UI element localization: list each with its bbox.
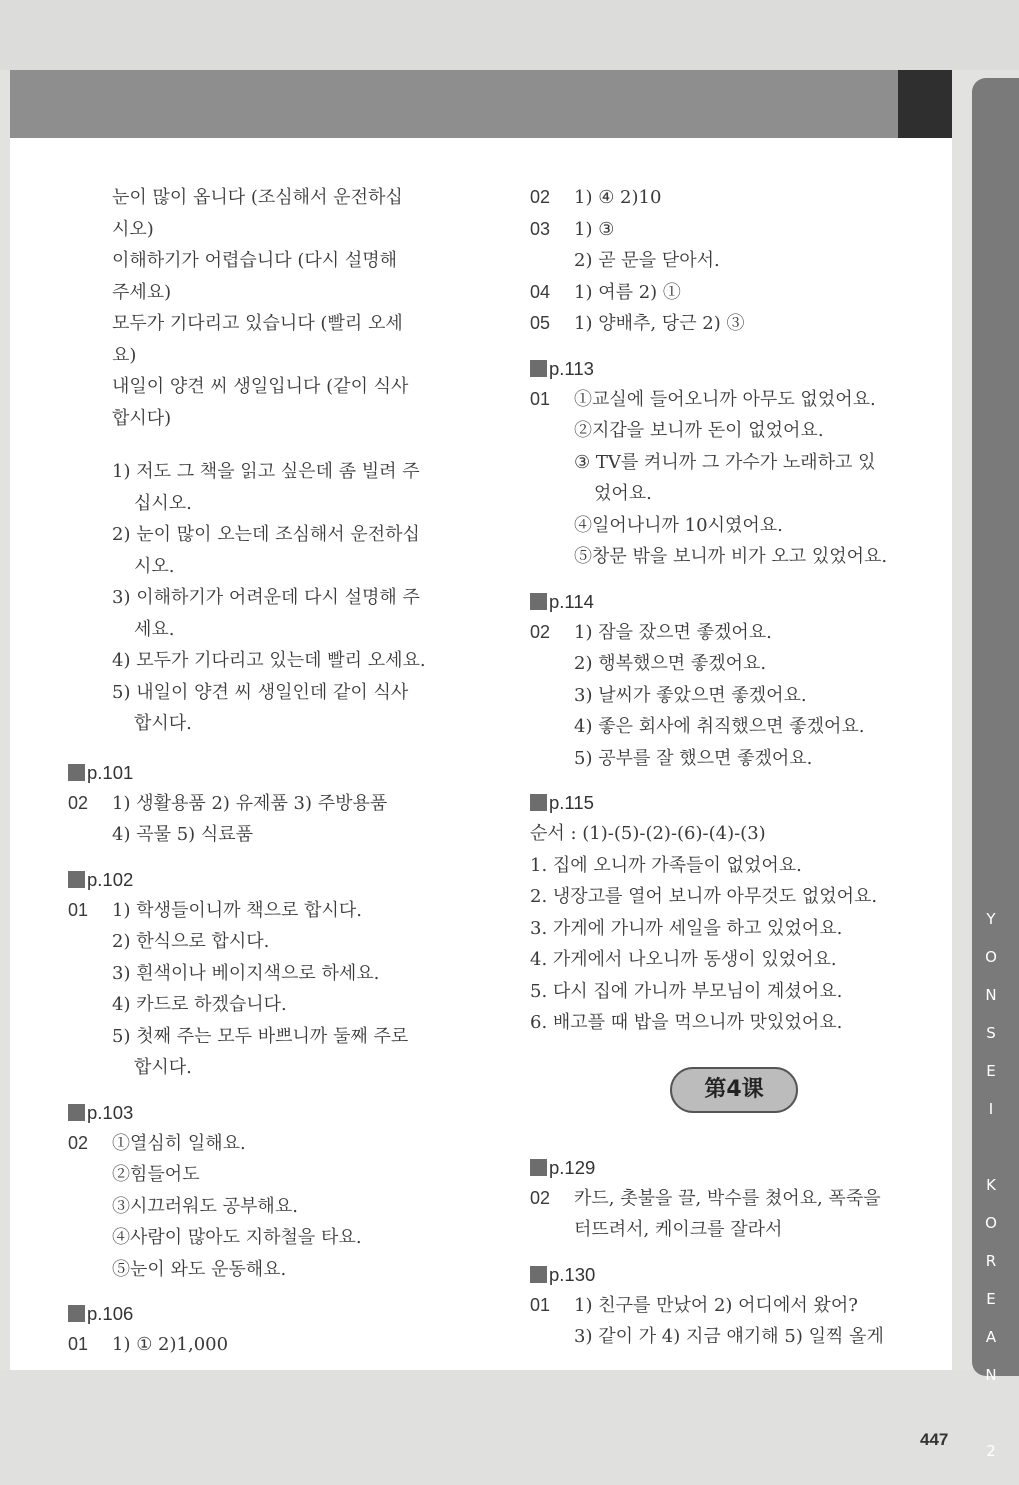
intro-line: 시오) (112, 218, 154, 240)
section-heading-p130 (530, 1260, 950, 1290)
answer-line: 3) 같이 가 4) 지금 얘기해 5) 일찍 올게 (574, 1326, 884, 1347)
section-heading-p115 (530, 788, 950, 818)
answer-line: 4) 곡물 5) 식료품 (112, 824, 254, 845)
answer-line (530, 617, 950, 649)
question-number: 02 (68, 1132, 89, 1153)
question-number: 02 (530, 1187, 551, 1208)
answer-line (68, 1329, 488, 1361)
question-number: 01 (68, 1334, 89, 1354)
side-label: YONSEI KOREAN 2 (982, 910, 1000, 1480)
answer-line: ④사람이 많아도 지하철을 타요. (112, 1227, 362, 1248)
section-label: p.103 (87, 1101, 134, 1123)
section-square-icon (530, 1266, 547, 1283)
answer-line (530, 182, 950, 214)
question-number: 03 (530, 218, 551, 239)
list-item: 세요. (134, 618, 175, 640)
answer-line: 3) 흰색이나 베이지색으로 하세요. (112, 962, 380, 984)
intro-line: 합시다) (112, 407, 172, 429)
answer-line (530, 277, 950, 309)
answer-line: ⑤창문 밖을 보니까 비가 오고 있었어요. (574, 546, 888, 567)
answer-line: ⑤눈이 와도 운동해요. (112, 1258, 287, 1280)
answer-line: 합시다. (134, 1057, 192, 1078)
section-square-icon (530, 593, 547, 610)
answer-text: 1) 친구를 만났어 2) 어디에서 왔어? (574, 1294, 858, 1316)
answer-line: 5. 다시 집에 가니까 부모님이 계셨어요. (530, 980, 843, 1002)
answer-line: 었어요. (594, 483, 652, 504)
header-dark-block (898, 70, 952, 138)
answer-line (530, 214, 950, 246)
answer-line (68, 895, 488, 927)
answer-text: 1) 생활용품 2) 유제품 3) 주방용품 (112, 792, 388, 814)
answer-text: 1) 학생들이니까 책으로 합시다. (112, 899, 363, 921)
answer-line (530, 245, 950, 277)
answer-text: 2) 곧 문을 닫아서. (574, 250, 720, 271)
section-square-icon (68, 1305, 85, 1322)
section-label: p.113 (549, 357, 594, 379)
header-bar (10, 70, 898, 138)
answer-text: ①열심히 일해요. (112, 1132, 246, 1154)
answer-line: 6. 배고플 때 밥을 먹으니까 맛있었어요. (530, 1012, 843, 1033)
answer-line (530, 308, 950, 340)
answer-line: 2. 냉장고를 열어 보니까 아무것도 없었어요. (530, 886, 878, 907)
question-number: 02 (68, 792, 89, 813)
answer-line: ②지갑을 보니까 돈이 없었어요. (574, 420, 824, 441)
answer-line (68, 1128, 488, 1160)
section-square-icon (68, 1104, 85, 1121)
section-square-icon (530, 1159, 547, 1176)
answer-line (68, 788, 488, 820)
section-heading-p102 (68, 865, 488, 895)
bottom-margin (0, 1370, 1019, 1485)
section-square-icon (530, 360, 547, 377)
answer-line: 5) 공부를 잘 했으면 좋겠어요. (574, 747, 813, 769)
answer-line (530, 1290, 950, 1322)
answer-line: 4. 가게에서 나오니까 동생이 있었어요. (530, 949, 837, 970)
answer-text: 1) ① 2)1,000 (112, 1334, 229, 1355)
answer-line: 2) 한식으로 합시다. (112, 931, 270, 952)
top-margin (0, 0, 1019, 70)
answer-text: 1) 양배추, 당근 2) ③ (574, 313, 745, 334)
page-number: 447 (920, 1430, 949, 1449)
question-number: 01 (530, 1294, 551, 1315)
answer-line: 5) 첫째 주는 모두 바쁘니까 둘째 주로 (112, 1025, 409, 1047)
answer-text: 1) ③ (574, 218, 615, 240)
answer-line: 4) 카드로 하겠습니다. (112, 994, 287, 1015)
section-label: p.115 (549, 792, 594, 813)
section-heading-p103 (68, 1098, 488, 1128)
intro-line: 주세요) (112, 281, 172, 303)
intro-line: 내일이 양견 씨 생일입니다 (같이 식사 (112, 376, 409, 397)
section-label: p.129 (549, 1156, 596, 1178)
answer-line: 2) 행복했으면 좋겠어요. (574, 653, 767, 674)
answer-line (530, 384, 950, 416)
list-item: 1) 저도 그 책을 읽고 싶은데 좀 빌려 주 (112, 461, 420, 482)
answer-line: ③시끄러워도 공부해요. (112, 1195, 298, 1217)
section-square-icon (530, 794, 547, 811)
section-label: p.114 (549, 590, 594, 612)
section-heading-p129 (530, 1153, 950, 1183)
section-heading-p106 (68, 1299, 488, 1329)
answer-text: 카드, 촛불을 끌, 박수를 쳤어요, 폭죽을 (574, 1187, 881, 1209)
question-number: 02 (530, 621, 551, 642)
list-item: 시오. (134, 555, 175, 577)
lesson-heading (518, 1067, 950, 1113)
question-number: 01 (530, 388, 551, 409)
intro-line: 눈이 많이 옵니다 (조심해서 운전하십 (112, 187, 403, 208)
answer-line: 순서 : (1)-(5)-(2)-(6)-(4)-(3) (530, 823, 766, 844)
intro-line: 모두가 기다리고 있습니다 (빨리 오세 (112, 313, 403, 334)
section-label: p.101 (87, 761, 134, 783)
question-number: 05 (530, 313, 551, 333)
answer-text: 1) 잠을 잤으면 좋겠어요. (574, 621, 772, 643)
list-item: 5) 내일이 양견 씨 생일인데 같이 식사 (112, 681, 409, 703)
question-number: 04 (530, 281, 551, 302)
answer-line: ④일어나니까 10시였어요. (574, 514, 783, 536)
list-item: 십시오. (134, 492, 192, 514)
section-heading-p101 (68, 758, 488, 788)
question-number: 02 (530, 187, 551, 207)
answer-text: 1) ④ 2)10 (574, 187, 662, 208)
answer-text: 1) 여름 2) ① (574, 281, 681, 303)
section-label: p.102 (87, 868, 134, 890)
intro-line: 요) (112, 344, 137, 366)
answer-line: 3. 가게에 가니까 세일을 하고 있었어요. (530, 917, 843, 939)
list-item: 3) 이해하기가 어려운데 다시 설명해 주 (112, 587, 420, 608)
section-square-icon (68, 871, 85, 888)
list-item: 합시다. (134, 713, 192, 734)
answer-line (530, 1183, 950, 1215)
question-number: 01 (68, 899, 89, 920)
answer-line: ②힘들어도 (112, 1164, 200, 1185)
answer-line: 4) 좋은 회사에 취직했으면 좋겠어요. (574, 716, 865, 737)
section-label: p.130 (549, 1263, 596, 1285)
left-column (68, 182, 488, 1361)
answer-line: ③ TV를 켜니까 그 가수가 노래하고 있 (574, 451, 876, 473)
right-column (530, 182, 950, 1353)
answer-list (68, 456, 488, 740)
answer-line: 터뜨려서, 케이크를 잘라서 (574, 1219, 783, 1240)
answer-text: ①교실에 들어오니까 아무도 없었어요. (574, 388, 876, 410)
lesson-pill: 第4课 (670, 1067, 797, 1113)
section-heading-p114 (530, 587, 950, 617)
list-item: 2) 눈이 많이 오는데 조심해서 운전하십 (112, 524, 420, 545)
answer-line: 3) 날씨가 좋았으면 좋겠어요. (574, 684, 807, 706)
intro-block (68, 182, 488, 434)
intro-line: 이해하기가 어렵습니다 (다시 설명해 (112, 250, 398, 271)
list-item: 4) 모두가 기다리고 있는데 빨리 오세요. (112, 650, 426, 671)
section-square-icon (68, 764, 85, 781)
section-heading-p113 (530, 354, 950, 384)
answer-line: 1. 집에 오니까 가족들이 없었어요. (530, 854, 802, 876)
section-label: p.106 (87, 1303, 134, 1324)
